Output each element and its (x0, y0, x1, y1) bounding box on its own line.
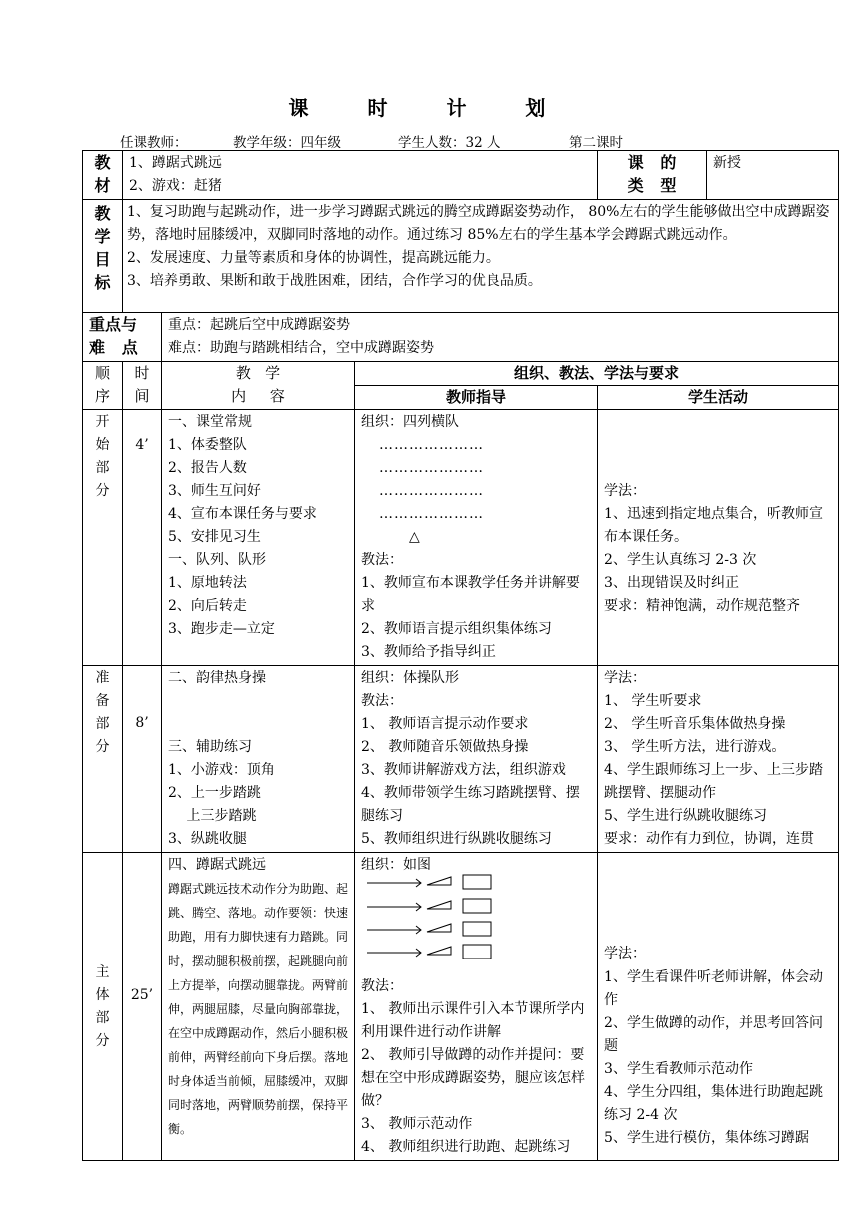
technique-description: 蹲踞式跳远技术动作分为助跑、起跳、腾空、落地。动作要领：快速助跑，用有力脚快速有力踏跳。同时，摆动腿积极前摆，起跳腿向前上方提举，向摆动腿靠拢。两臂前伸，两腿屈膝，尽量向胸部靠拢，在空中成蹲踞动作，然后小腿积极前伸，两臂经前向下身后摆。落地时身体适当前倾，屈膝缓冲，双脚同时落地，两臂顺势前摆，保持平衡。 (168, 882, 349, 1136)
material-content (123, 151, 598, 200)
phase-time: 25’ (123, 853, 162, 1161)
students-field: 学生人数：32 人 (398, 135, 501, 151)
teacher-guidance: 组织：体操队形 教法： 1、 教师语言提示动作要求 2、 教师随音乐领做热身操 3、教师讲解游戏方法，组织游戏 4、教师带领学生练习踏跳摆臂、摆腿练习 5、教师组织进行纵跳收腿练习 (355, 666, 598, 853)
objectives-content (123, 200, 839, 313)
student-activity: 学法： 1、 学生听要求 2、 学生听音乐集体做热身操 3、 学生听方法，进行游戏。 4、学生跟师练习上一步、上三步踏跳摆臂、摆腿动作 5、学生进行纵跳收腿练习 要求：动作有力到位，协调，连贯 (598, 666, 839, 853)
keypoints-label: 重点与 难 点 (83, 313, 162, 362)
formation-diagram (361, 871, 591, 959)
phase-row-prepare (83, 666, 839, 853)
material-item: 2、游戏：赶猪 (129, 178, 222, 194)
phase-time: 4’ (123, 410, 162, 666)
key-point: 重点：起跳后空中成蹲踞姿势 (168, 317, 350, 333)
phase-row-main (83, 853, 839, 1161)
lesson-plan-table (82, 150, 839, 1161)
teacher-guidance: 组织：四列横队 ………………… ………………… ………………… ………………… △ 教法： 1、教师宣布本课教学任务并讲解要求 2、教师语言提示组织集体练习 3、教师给予指导纠正 (355, 410, 598, 666)
objective-item: 3、培养勇敢、果断和敢于战胜困难，团结，合作学习的优良品质。 (127, 273, 542, 289)
lesson-type-value: 新授 (707, 151, 839, 200)
formation-row: ………………… (379, 437, 484, 453)
teacher-position-icon: △ (409, 529, 420, 545)
keypoints-content (162, 313, 839, 362)
objective-item: 1、复习助跑与起跳动作，进一步学习蹲踞式跳远的腾空成蹲踞姿势动作， 80%左右的学生能够做出空中成蹲踞姿势，落地时屈膝缓冲，双脚同时落地的动作。通过练习 85%左右的学生基本学会蹲踞式跳远动作。 (127, 204, 830, 243)
teacher-guidance: 组织：如图 教法： 1、 教师出示课件引入本节课所学内利用课件进行动作讲解 2、 教师引导做蹲的动作并提问：要想在空中形成蹲踞姿势，腿应该怎样做？ 3、 教师示范动作 4、 教师组织进行助跑、起跳练习 (355, 853, 598, 1161)
student-header: 学生活动 (598, 386, 839, 410)
material-label: 教 材 (83, 151, 123, 200)
student-activity: 学法： 1、学生看课件听老师讲解，体会动作 2、学生做蹲的动作，并思考回答问题 3、学生看教师示范动作 4、学生分四组，集体进行助跑起跳练习 2-4 次 5、学生进行模仿，集体练习蹲踞 (598, 853, 839, 1161)
lesson-type-label: 课 的 类 型 (598, 151, 707, 200)
lesson-field: 第二课时 (569, 135, 623, 151)
phase-content: 一、课堂常规 1、体委整队 2、报告人数 3、师生互问好 4、宣布本课任务与要求 5、安排见习生 一、队列、队形 1、原地转法 2、向后转走 3、跑步走—立定 (162, 410, 355, 666)
run-lane (367, 945, 491, 959)
objective-item: 2、发展速度、力量等素质和身体的协调性，提高跳远能力。 (127, 250, 500, 266)
phase-label: 主 体 部 分 (83, 853, 123, 1161)
objectives-label: 教 学 目 标 (83, 200, 123, 313)
order-header: 顺 序 (83, 362, 123, 410)
run-lane (367, 899, 491, 913)
material-item: 1、蹲踞式跳远 (129, 155, 222, 171)
run-lane (367, 875, 491, 889)
phase-content: 四、蹲踞式跳远 蹲踞式跳远技术动作分为助跑、起跳、腾空、落地。动作要领：快速助跑，用有力脚快速有力踏跳。同时，摆动腿积极前摆，起跳腿向前上方提举，向摆动腿靠拢。两臂前伸，两腿屈膝，尽量向胸部靠拢，在空中成蹲踞动作，然后小腿积极前伸，两臂经前向下身后摆。落地时身体适当前倾，屈膝缓冲，双脚同时落地，两臂顺势前摆，保持平衡。 (162, 853, 355, 1161)
content-header: 教 学 内 容 (162, 362, 355, 410)
phase-label: 开 始 部 分 (83, 410, 123, 666)
run-lane (367, 922, 491, 936)
phase-row-start (83, 410, 839, 666)
method-group-header: 组织、教法、学法与要求 (355, 362, 839, 386)
grade-field: 教学年级：四年级 (233, 135, 341, 151)
formation-row: ………………… (379, 506, 484, 522)
phase-content: 二、韵律热身操 三、辅助练习 1、小游戏：顶角 2、上一步踏跳 上三步踏跳 3、纵跳收腿 (162, 666, 355, 853)
formation-row: ………………… (379, 483, 484, 499)
lesson-info (120, 131, 623, 151)
phase-time: 8’ (123, 666, 162, 853)
teacher-field: 任课教师： (120, 135, 188, 151)
formation-row: ………………… (379, 460, 484, 476)
page-title: 课 时 计 划 (288, 96, 572, 120)
teacher-header: 教师指导 (355, 386, 598, 410)
difficult-point: 难点：助跑与踏跳相结合，空中成蹲踞姿势 (168, 340, 434, 356)
time-header: 时 间 (123, 362, 162, 410)
phase-label: 准 备 部 分 (83, 666, 123, 853)
student-activity: 学法： 1、迅速到指定地点集合，听教师宣布本课任务。 2、学生认真练习 2-3 次 3、出现错误及时纠正 要求：精神饱满，动作规范整齐 (598, 410, 839, 666)
